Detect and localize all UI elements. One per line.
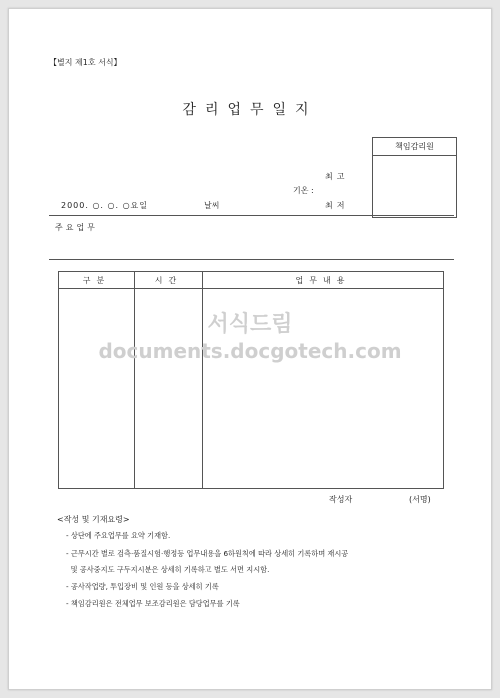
header-time: 시간	[135, 272, 203, 289]
page-title: 감리업무일지	[182, 102, 318, 118]
temp-label: 기온 :	[293, 186, 314, 195]
watermark-url: documents.docgotech.com	[98, 339, 402, 363]
note-item: - 공사작업량, 투입장비 및 인원 등을 상세히 기록	[66, 582, 219, 591]
main-duty-divider	[49, 259, 454, 260]
temp-high-label: 최고	[325, 172, 349, 181]
author-label: 작성자	[329, 495, 353, 504]
notes-title: <작성 및 기재요령>	[57, 515, 130, 524]
note-item: - 상단에 주요업무를 요약 기재함.	[66, 531, 171, 540]
form-number: 【별지 제1호 서식】	[49, 58, 122, 67]
header-category: 구분	[59, 272, 135, 289]
weather-label: 날씨	[204, 201, 220, 210]
main-duty-label: 주요업무	[55, 223, 98, 232]
work-log-table	[58, 271, 444, 489]
note-item: - 책임감리원은 전체업무 보조감리원은 담당업무를 기록	[66, 599, 240, 608]
note-item: - 근무시간 별로 검측·품질시험·행정등 업무내용을 6하원칙에 따라 상세히 기록하며 재시공	[66, 549, 349, 558]
header-divider	[49, 215, 454, 216]
watermark-title: 서식드림	[207, 312, 293, 337]
approval-box	[372, 137, 457, 218]
approval-label: 책임감리원	[373, 138, 456, 156]
sign-label: (서명)	[409, 495, 431, 504]
temp-low-label: 최저	[325, 201, 349, 210]
note-item: 및 공사중지도 구두지시분은 상세히 기록하고 별도 서면 지시함.	[66, 565, 270, 574]
document-page	[8, 8, 492, 690]
header-work-content: 업무내용	[203, 272, 444, 289]
date-field: 2000. ○. ○. ○요일	[61, 201, 149, 210]
